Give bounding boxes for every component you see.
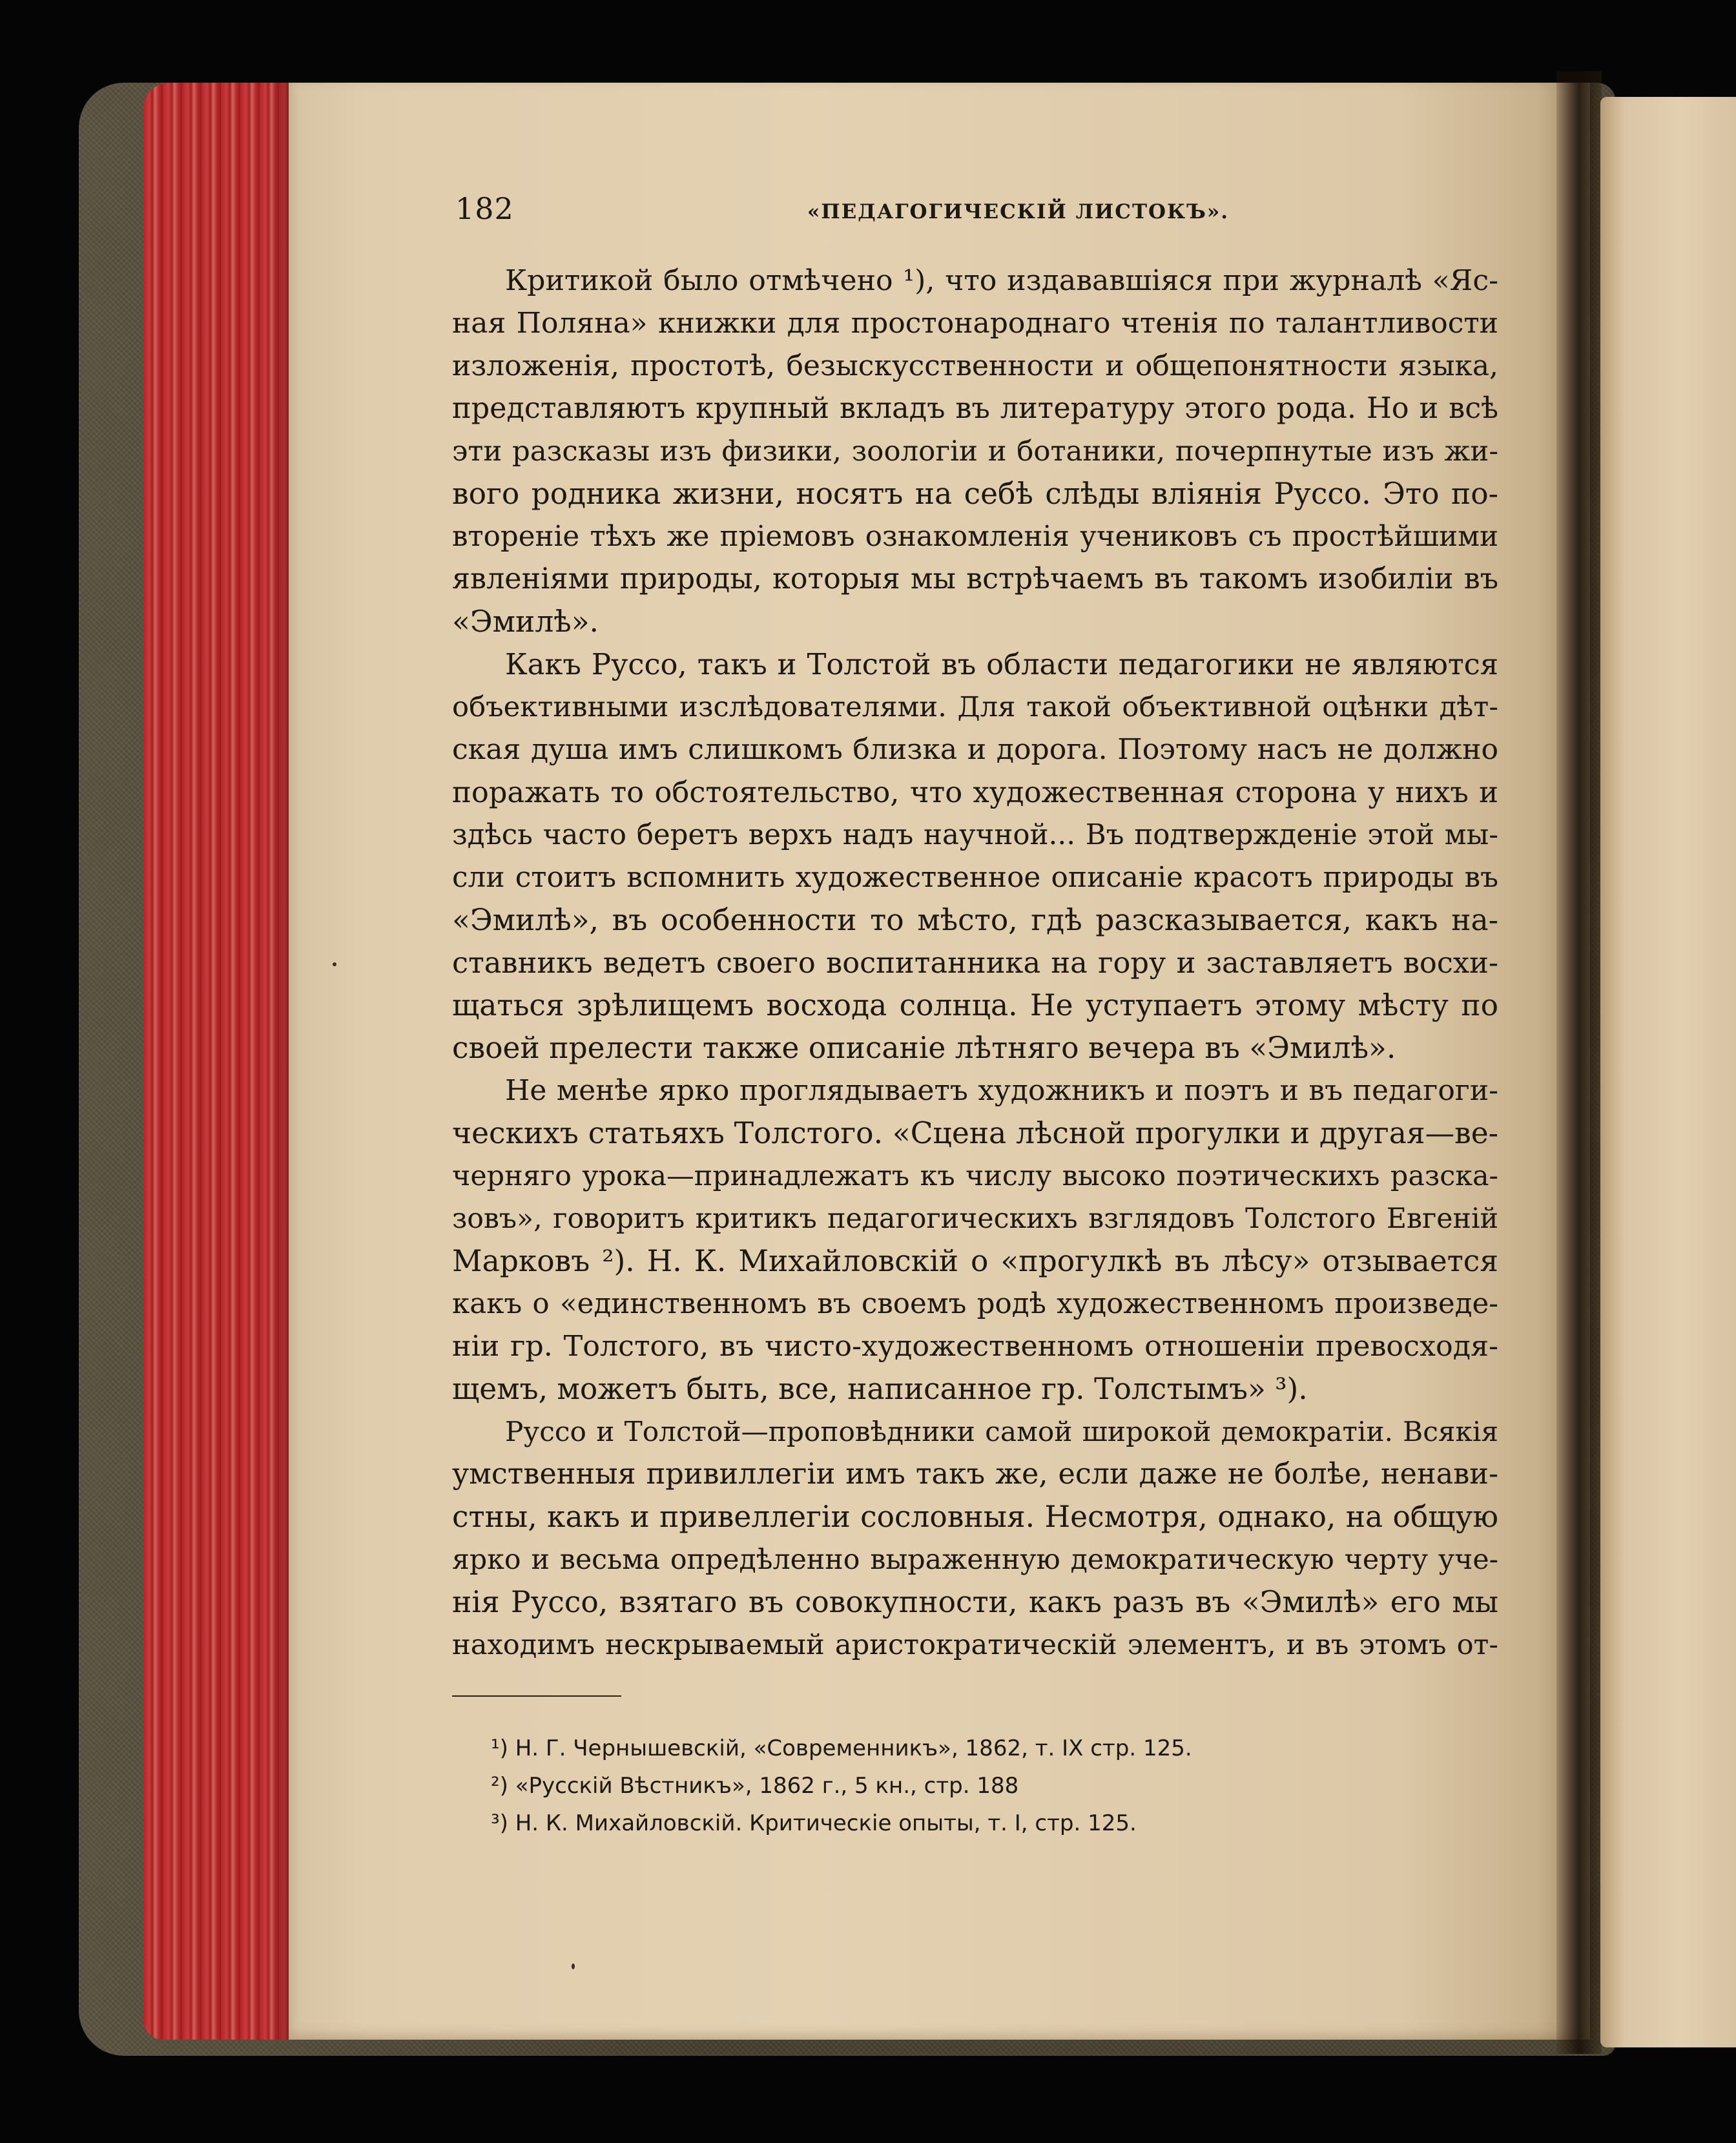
text-line: поражать то обстоятельство, что художественная сторона у нихъ и (452, 775, 1498, 809)
text-line: представляютъ крупный вкладъ въ литературу этого рода. Но и всѣ (452, 392, 1498, 425)
paragraph-3 (452, 1070, 1498, 1411)
text-line: умственныя привиллегіи имъ такъ же, если даже не болѣе, ненави- (452, 1458, 1498, 1491)
footnote-divider (452, 1695, 621, 1697)
footnote-2: ²) «Русскій Вѣстникъ», 1862 г., 5 кн., стр. 188 (491, 1773, 1019, 1799)
text-line: втореніе тѣхъ же пріемовъ ознакомленія учениковъ съ простѣйшими (452, 521, 1498, 553)
text-line: Какъ Руссо, такъ и Толстой въ области педагогики не являются (505, 647, 1498, 681)
running-head (455, 191, 1502, 236)
text-line: Критикой было отмѣчено ¹), что издававшіяся при журналѣ «Яс- (505, 264, 1498, 297)
text-line: нія Руссо, взятаго въ совокупности, какъ разъ въ «Эмилѣ» его мы (452, 1585, 1498, 1619)
footnotes (491, 1730, 1460, 1842)
text-line: ная Поляна» книжки для простонароднаго чтенія по талантливости (452, 307, 1498, 340)
text-line: сли стоитъ вспомнить художественное описаніе красотъ природы въ (452, 861, 1498, 894)
body-text (452, 260, 1498, 1666)
text-line: Не менѣе ярко проглядываетъ художникъ и поэтъ и въ педагоги- (505, 1074, 1498, 1107)
text-line: щемъ, можетъ быть, все, написанное гр. Толстымъ» ³). (452, 1372, 1308, 1406)
text-line: «Эмилѣ», въ особенности то мѣсто, гдѣ разсказывается, какъ на- (452, 903, 1498, 937)
text-line: какъ о «единственномъ въ своемъ родѣ художественномъ произведе- (452, 1288, 1498, 1320)
text-line: ярко и весьма опредѣленно выраженную демократическую черту уче- (452, 1544, 1498, 1576)
text-line: изложенія, простотѣ, безыскусственности и общепонятности языка, (452, 349, 1498, 382)
footnote-3: ³) Н. К. Михайловскій. Критическіе опыты, т. I, стр. 125. (491, 1810, 1137, 1836)
text-line: щаться зрѣлищемъ восхода солнца. Не уступаетъ этому мѣсту по (452, 988, 1498, 1022)
text-line: ческихъ статьяхъ Толстого. «Сцена лѣсной прогулки и другая—ве- (452, 1116, 1498, 1150)
text-line: зовъ», говоритъ критикъ педагогическихъ взглядовъ Толстого Евгеній (452, 1203, 1498, 1235)
paragraph-2 (452, 643, 1498, 1070)
text-line: эти разсказы изъ физики, зоологіи и ботаники, почерпнутые изъ жи- (452, 435, 1498, 468)
text-line: ніи гр. Толстого, въ чисто-художественномъ отношеніи превосходя- (452, 1330, 1498, 1363)
text-line: «Эмилѣ». (452, 605, 599, 639)
text-line: черняго урока—принадлежатъ къ числу высоко поэтическихъ разска- (452, 1160, 1498, 1192)
text-line: Марковъ ²). Н. К. Михайловскій о «прогулкѣ въ лѣсу» отзывается (452, 1244, 1498, 1278)
paragraph-1 (452, 260, 1498, 643)
footnote-1: ¹) Н. Г. Чернышевскій, «Современникъ», 1862, т. IX стр. 125. (491, 1735, 1192, 1761)
text-line: вого родника жизни, носятъ на себѣ слѣды вліянія Руссо. Это по- (452, 477, 1498, 511)
text-line: стны, какъ и привеллегіи сословныя. Несмотря, однако, на общую (452, 1500, 1498, 1534)
text-line: находимъ нескрываемый аристократическій элементъ, и въ этомъ от- (452, 1629, 1498, 1661)
text-line: ская душа имъ слишкомъ близка и дорога. Поэтому насъ не должно (452, 733, 1498, 766)
text-line: объективными изслѣдователями. Для такой объективной оцѣнки дѣт- (452, 691, 1498, 723)
text-line: явленіями природы, которыя мы встрѣчаемъ въ такомъ изобиліи въ (452, 563, 1498, 595)
paragraph-4 (452, 1411, 1498, 1666)
text-line: Руссо и Толстой—проповѣдники самой широкой демократіи. Всякія (505, 1416, 1498, 1447)
text-line: здѣсь часто беретъ верхъ надъ научной... Въ подтвержденіе этой мы- (452, 819, 1498, 851)
text-line: ставникъ ведетъ своего воспитанника на гору и заставляетъ восхи- (452, 946, 1498, 980)
journal-title: «ПЕДАГОГИЧЕСКІЙ ЛИСТОКЪ». (807, 200, 1230, 223)
text-line: своей прелести также описаніе лѣтняго вечера въ «Эмилѣ». (452, 1031, 1396, 1065)
page-number: 182 (455, 191, 514, 226)
